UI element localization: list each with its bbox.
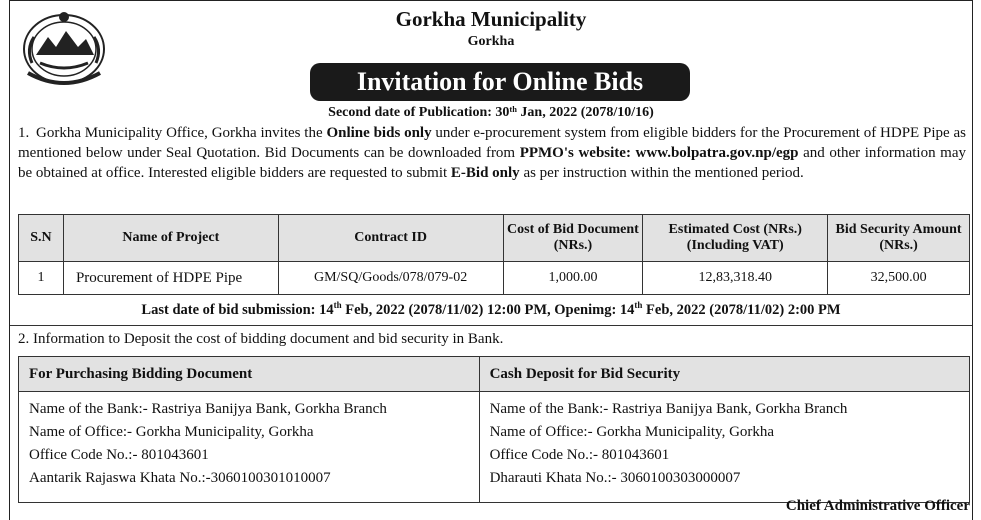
bid-table-header: Cost of Bid Document (NRs.) [503,215,643,262]
bid-table-header-row [19,215,970,262]
notice-title: Invitation for Online Bids [310,63,690,101]
bank-name-line: Name of the Bank:- Rastriya Banijya Bank, Gorkha Branch [29,401,387,417]
account-number-line: Dharauti Khata No.:- 3060100303000007 [489,470,741,486]
table-cell-bid-security: 32,500.00 [828,262,970,295]
table-cell-estimated-cost: 12,83,318.40 [643,262,828,295]
bank-table-header-right: Cash Deposit for Bid Security [479,357,969,392]
section-1-number: 1. [18,125,30,141]
account-number-line: Aantarik Rajaswa Khata No.:-3060100301010007 [29,470,331,486]
office-name-line: Name of Office:- Gorkha Municipality, Gorkha [489,424,775,440]
last-date-suffix: Feb, 2022 (2078/11/02) 2:00 PM [642,301,841,318]
table-row [19,262,970,295]
signature-title: Chief Administrative Officer [785,498,970,514]
bid-table-header: Contract ID [278,215,503,262]
section-1-text-c: and other information may be obtained at office. Interested eligible bidders are requested to submit [18,145,967,181]
bid-notice [9,0,973,520]
bank-table [18,356,970,503]
bank-details-left [19,392,480,503]
bid-table-header: Name of Project [63,215,278,262]
bid-table-header: Bid Security Amount (NRs.) [828,215,970,262]
section-1-text-b: under e-procurement system from eligible bidders for the Procurement of HDPE Pipe as mentioned below under Seal Quotation. Bid Documents can be downloaded from [18,125,966,161]
bid-table-header: Estimated Cost (NRs.) (Including VAT) [643,215,828,262]
last-date-prefix: Last date of bid submission: 14 [141,301,334,318]
section-1-text-a: Gorkha Municipality Office, Gorkha invites the [36,125,327,141]
organization-location: Gorkha [467,34,515,49]
bank-name-line: Name of the Bank:- Rastriya Banijya Bank, Gorkha Branch [489,401,848,417]
last-date-sup-1: th [333,300,342,310]
table-cell-contract-id: GM/SQ/Goods/078/079-02 [278,262,503,295]
header-title-block [10,7,972,50]
section-1-bold-online-bids: Online bids only [326,125,432,141]
last-date-sup-2: th [634,300,643,310]
last-date-middle: Feb, 2022 (2078/11/02) 12:00 PM, Openimg: 14 [341,301,635,318]
office-code-line: Office Code No.:- 801043601 [29,447,209,463]
office-name-line: Name of Office:- Gorkha Municipality, Gorkha [29,424,314,440]
organization-name: Gorkha Municipality [395,7,587,31]
section-divider [10,325,972,326]
table-cell-project: Procurement of HDPE Pipe [63,262,278,295]
table-cell-sn: 1 [19,262,64,295]
publication-date: Second date of Publication: 30ᵗʰ Jan, 2022 (2078/10/16) [328,105,654,120]
bid-table-header: S.N [19,215,64,262]
section-1-bold-ebid: E-Bid only [450,165,520,181]
section-1-bold-website: PPMO's website: www.bolpatra.gov.np/egp [519,145,799,161]
bid-table [18,214,970,295]
bank-table-header-row [19,357,970,392]
office-code-line: Office Code No.:- 801043601 [489,447,670,463]
bank-details-right [479,392,969,503]
bank-table-header-left: For Purchasing Bidding Document [19,357,480,392]
section-1-text-d: as per instruction within the mentioned period. [519,165,804,181]
table-cell-doc-cost: 1,000.00 [503,262,643,295]
section-2-text: 2. Information to Deposit the cost of bidding document and bid security in Bank. [18,331,504,347]
bank-table-body-row [19,392,970,503]
last-date-line [10,300,972,319]
section-1-paragraph [18,123,966,183]
